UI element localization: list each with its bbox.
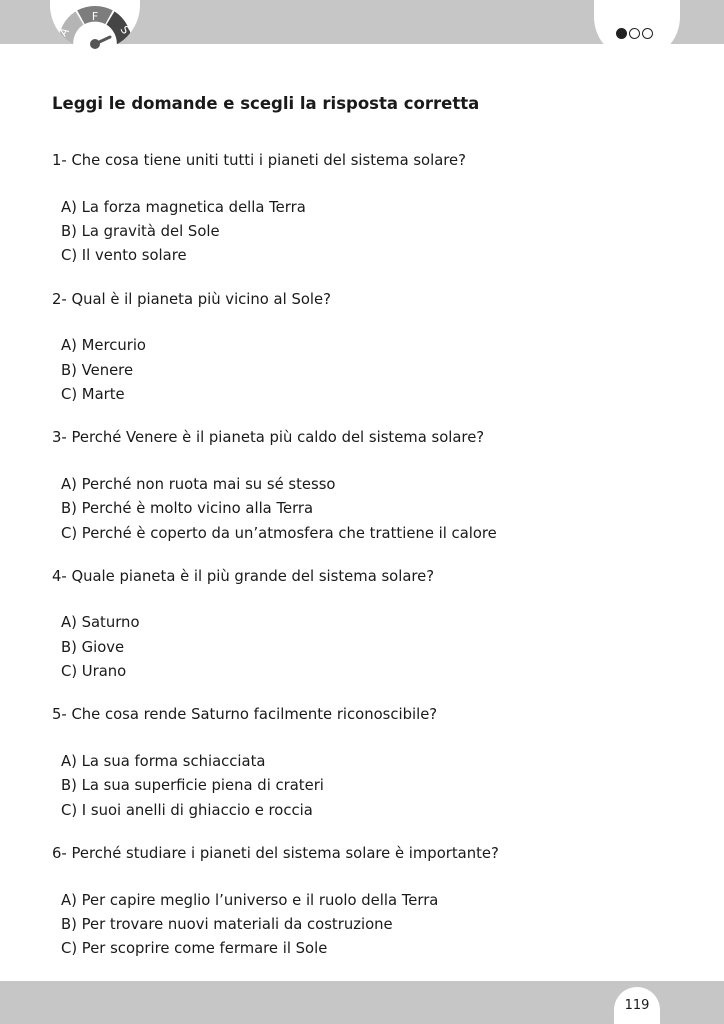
level-indicator bbox=[594, 0, 680, 60]
answer-option-c[interactable]: C) Il vento solare bbox=[61, 247, 187, 265]
question-text: 5- Che cosa rende Saturno facilmente riconoscibile? bbox=[52, 706, 438, 724]
answer-option-b[interactable]: B) Perché è molto vicino alla Terra bbox=[61, 500, 314, 518]
answer-list bbox=[61, 611, 672, 684]
gauge-pivot bbox=[90, 39, 100, 49]
answer-option-a[interactable]: A) La forza magnetica della Terra bbox=[61, 198, 306, 216]
answer-option-c[interactable]: C) Per scoprire come fermare il Sole bbox=[61, 940, 328, 958]
gauge-label-f: F bbox=[91, 10, 99, 23]
answer-option-a[interactable]: A) Saturno bbox=[61, 614, 140, 632]
question-3 bbox=[52, 427, 672, 566]
answer-list bbox=[61, 473, 672, 546]
question-text: 1- Che cosa tiene uniti tutti i pianeti del sistema solare? bbox=[52, 152, 466, 169]
gauge-icon bbox=[50, 0, 140, 50]
answer-option-c[interactable]: C) Urano bbox=[61, 663, 127, 681]
answer-option-a[interactable]: A) Perché non ruota mai su sé stesso bbox=[61, 475, 336, 493]
question-6 bbox=[52, 843, 672, 982]
answer-option-b[interactable]: B) La gravità del Sole bbox=[61, 222, 220, 240]
answer-option-a[interactable]: A) Per capire meglio l’universo e il ruolo della Terra bbox=[61, 891, 439, 909]
answer-option-b[interactable]: B) Giove bbox=[61, 638, 125, 656]
question-2 bbox=[52, 289, 672, 428]
level-dot-3 bbox=[642, 28, 653, 39]
question-list bbox=[52, 150, 672, 982]
question-text: 6- Perché studiare i pianeti del sistema solare è importante? bbox=[52, 844, 499, 862]
question-5 bbox=[52, 704, 672, 843]
gauge-label-s: S bbox=[117, 23, 133, 37]
level-dot-2 bbox=[629, 28, 640, 39]
answer-list bbox=[61, 196, 672, 269]
question-text: 2- Qual è il pianeta più vicino al Sole? bbox=[52, 290, 331, 308]
answer-option-b[interactable]: B) La sua superficie piena di crateri bbox=[61, 777, 324, 795]
answer-list bbox=[61, 889, 672, 962]
question-1 bbox=[52, 150, 672, 289]
page-title: Leggi le domande e scegli la risposta corretta bbox=[52, 94, 480, 113]
answer-option-a[interactable]: A) Mercurio bbox=[61, 337, 146, 355]
answer-option-a[interactable]: A) La sua forma schiacciata bbox=[61, 752, 266, 770]
answer-option-c[interactable]: C) I suoi anelli di ghiaccio e roccia bbox=[61, 801, 313, 819]
page-number: 119 bbox=[624, 998, 650, 1013]
answer-option-c[interactable]: C) Perché è coperto da un’atmosfera che trattiene il calore bbox=[61, 524, 497, 542]
question-text: 3- Perché Venere è il pianeta più caldo del sistema solare? bbox=[52, 429, 485, 447]
answer-option-c[interactable]: C) Marte bbox=[61, 385, 125, 403]
question-text: 4- Quale pianeta è il più grande del sistema solare? bbox=[52, 567, 435, 585]
answer-option-b[interactable]: B) Venere bbox=[61, 361, 134, 379]
question-4 bbox=[52, 566, 672, 705]
level-dot-1 bbox=[616, 28, 627, 39]
answer-option-b[interactable]: B) Per trovare nuovi materiali da costruzione bbox=[61, 915, 393, 933]
gauge-label-a: A bbox=[56, 25, 72, 39]
answer-list bbox=[61, 334, 672, 407]
answer-list bbox=[61, 750, 672, 823]
difficulty-gauge bbox=[50, 0, 140, 50]
